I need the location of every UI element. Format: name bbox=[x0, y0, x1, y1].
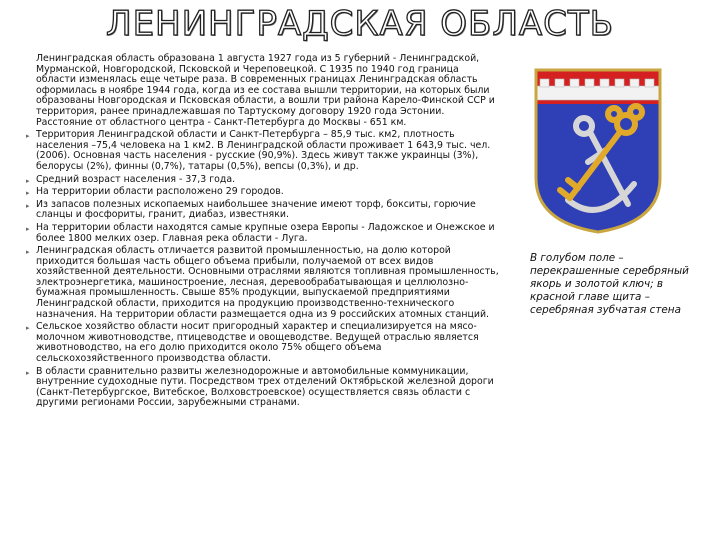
list-item bbox=[28, 130, 500, 172]
triangle-bullet-icon: ▸ bbox=[26, 189, 30, 198]
triangle-bullet-icon: ▸ bbox=[26, 176, 30, 185]
triangle-bullet-icon: ▸ bbox=[26, 132, 30, 141]
list-item-text: Средний возраст населения - 37,3 года. bbox=[36, 173, 236, 185]
coat-of-arms-icon bbox=[530, 66, 666, 236]
list-item bbox=[28, 367, 500, 409]
list-item bbox=[28, 187, 500, 198]
triangle-bullet-icon: ▸ bbox=[26, 224, 30, 233]
list-item-text: Из запасов полезных ископаемых наибольшее значение имеют торф, бокситы, горючие сланцы и фосфориты, гранит, диабаз, известняки. bbox=[36, 198, 476, 221]
list-item-text: Сельское хозяйство области носит пригородный характер и специализируется на мясо-молочном животноводстве, птицеводстве и овощеводстве. Ведущей отраслью является животноводство, на его долю приходится около 75% общего объема сельскохозяйственного производства области. bbox=[36, 321, 479, 365]
list-item bbox=[28, 322, 500, 364]
text-body bbox=[28, 54, 500, 411]
list-item-text: На территории области расположено 29 городов. bbox=[36, 186, 284, 198]
coat-of-arms-caption: В голубом поле – перекрашенные серебряный якорь и золотой ключ; в красной главе щита – серебряная зубчатая стена bbox=[530, 252, 689, 316]
list-item-text: На территории области находятся самые крупные озера Европы - Ладожское и Онежское и более 1800 мелких озер. Главная река области - Луга. bbox=[36, 221, 495, 244]
list-item-text: Территория Ленинградской области и Санкт-Петербурга – 85,9 тыс. км2, плотность населения –75,4 человека на 1 км2. В Ленинградской области проживает 1 643,9 тыс. чел. (2006). Основная часть населения - русские (90,9%). Здесь живут также украинцы (3%), белорусы (2%), финны (0,7%), татары (0,5%), вепсы (0,3%), и др. bbox=[36, 129, 491, 172]
intro-paragraph: Ленинградская область образована 1 августа 1927 года из 5 губерний - Ленинградской, Мурманской, Новгородской, Псковской и Череповецкой. С 1935 по 1940 год граница области изменялась еще четыре раза. В современных границах Ленинградская область оформилась в ноябре 1944 года, когда из ее состава вышли территории, на которых были образованы Новгородская и Псковская области, а вошли три района Карело-Финской ССР и территория, ранее принадлежавшая по Тартускому договору 1920 года Эстонии. Расстояние от областного центра - Санкт-Петербурга до Москвы - 651 км. bbox=[36, 53, 495, 128]
list-item-text: Ленинградская область отличается развитой промышленностью, на долю которой приходится большая часть общего объема прибыли, получаемой от всех видов хозяйственной деятельности. Основными отраслями являются топливная промышленность, электроэнергетика, машиностроение, лесная, деревообрабатывающая и целлюлозно-бумажная промышленность. Свыше 85% продукции, выпускаемой предприятиями Ленинградской области, приходится на продукцию производственно-технического назначения. На территории области размещается одна из 9 российских атомных станций. bbox=[36, 245, 499, 320]
triangle-bullet-icon: ▸ bbox=[26, 201, 30, 210]
list-item bbox=[28, 200, 500, 221]
triangle-bullet-icon: ▸ bbox=[26, 248, 30, 257]
bullet-list bbox=[28, 130, 500, 409]
list-item bbox=[28, 246, 500, 320]
triangle-bullet-icon: ▸ bbox=[26, 324, 30, 333]
list-item bbox=[28, 175, 500, 186]
page-title: ЛЕНИНГРАДСКАЯ ОБЛАСТЬ bbox=[106, 4, 614, 44]
list-item-text: В области сравнительно развиты железнодорожные и автомобильные коммуникации, внутренние судоходные пути. Посредством трех отделений Октябрьской железной дороги (Санкт-Петербургское, Витебское, Волховстроевское) осуществляется связь области с другими регионами России, зарубежными странами. bbox=[36, 365, 494, 409]
list-item bbox=[28, 223, 500, 244]
triangle-bullet-icon: ▸ bbox=[26, 368, 30, 377]
